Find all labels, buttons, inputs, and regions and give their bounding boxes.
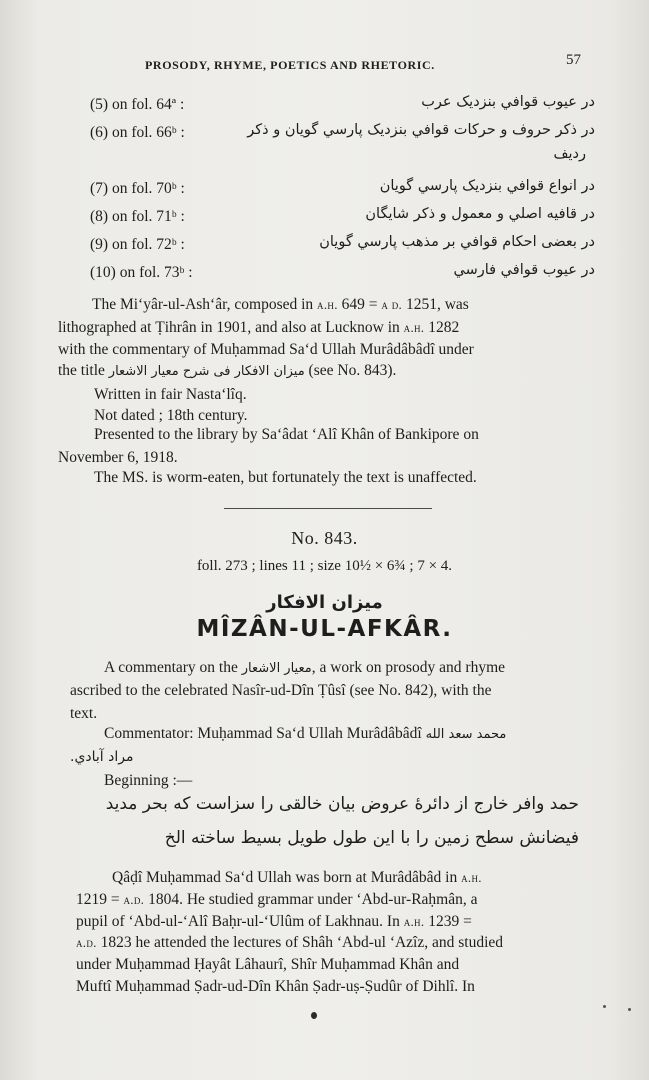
era-abbrev: a.h. xyxy=(403,320,425,335)
beginning-persian-line: حمد وافر خارج از دائرهٔ عروض بیان خالقی را سزاست که بحر مدید xyxy=(105,794,579,814)
para2-line: ascribed to the celebrated Nasîr-ud-Dîn Ṭûsî (see No. 842), with the xyxy=(70,682,492,699)
entry-persian: در عیوب قوافي فارسي xyxy=(453,262,595,278)
entry-persian-continuation: ردیف xyxy=(553,146,586,162)
contents-entry xyxy=(90,234,595,258)
entry-label: (10) on fol. 73ᵇ : xyxy=(90,264,193,281)
para1-line: Not dated ; 18th century. xyxy=(94,407,248,424)
era-abbrev: a.h. xyxy=(461,870,482,885)
text-span: 1239 = xyxy=(424,913,472,930)
text-span: The Mi‘yâr-ul-Ash‘âr, composed in xyxy=(92,296,318,313)
contents-entry xyxy=(90,262,595,286)
title-latin: MÎZÂN-UL-AFKÂR. xyxy=(196,616,453,642)
contents-entry xyxy=(90,178,595,202)
entry-label: (9) on fol. 72ᵇ : xyxy=(90,236,185,253)
entry-label: (8) on fol. 71ᵇ : xyxy=(90,208,185,225)
para1-line xyxy=(58,317,459,338)
era-abbrev: a.d. xyxy=(76,935,97,950)
para3-line xyxy=(76,911,472,932)
text-span: lithographed at Ṭihrân in 1901, and also at Lucknow in xyxy=(58,319,404,336)
text-span: 649 = xyxy=(337,296,382,313)
para1-line: with the commentary of Muḥammad Sa‘d Ullah Murâdâbâdî under xyxy=(58,341,474,358)
para1-line: Presented to the library by Sa‘âdat ‘Alî Khân of Bankipore on xyxy=(94,426,479,443)
folio-description: foll. 273 ; lines 11 ; size 10½ × 6¾ ; 7 × 4. xyxy=(196,558,453,574)
contents-entry xyxy=(90,94,595,118)
entry-persian: در عیوب قوافي بنزدیک عرب xyxy=(421,94,595,110)
text-span: 1823 he attended the lectures of Shâh ‘Abd-ul ‘Azîz, and studied xyxy=(96,934,504,951)
entry-number-heading: No. 843. xyxy=(291,528,358,548)
contents-entry xyxy=(90,206,595,230)
entry-persian: در بعضی احکام قوافي بر مذهب پارسي گویان xyxy=(319,234,595,250)
para2-persian-line: مراد آبادي. xyxy=(70,749,134,765)
era-abbrev: a.d. xyxy=(123,892,145,907)
text-span: 1282 xyxy=(424,319,460,336)
para3-line: under Muḥammad Ḥayât Lâhaurî, Shîr Muḥammad Khân and xyxy=(76,956,460,973)
text-span: the title xyxy=(58,362,109,379)
entry-label: (7) on fol. 70ᵇ : xyxy=(90,180,185,197)
entry-persian: در ذکر حروف و حرکات قوافي بنزدیک پارسي گویان و ذکر xyxy=(247,122,595,138)
text-span: (see No. 843). xyxy=(304,362,397,379)
para2-line: text. xyxy=(70,705,98,722)
para3-line xyxy=(76,889,477,910)
para2-line xyxy=(104,657,505,679)
para2-line: Beginning :— xyxy=(104,772,193,789)
era-abbrev: a.h. xyxy=(403,914,425,929)
text-span: Commentator: Muḥammad Sa‘d Ullah Murâdâbâdî xyxy=(104,725,426,742)
beginning-persian-line: فیضانش سطح زمین را با این طول طویل بسیط ساخته الخ xyxy=(164,828,579,848)
entry-persian: در قافیه اصلي و معمول و ذکر شایگان xyxy=(365,206,595,222)
para1-line: Written in fair Nasta‘lîq. xyxy=(94,386,247,403)
persian-inline-name: محمد سعد الله xyxy=(425,727,507,742)
section-divider xyxy=(224,508,432,509)
text-span: , a work on prosody and rhyme xyxy=(311,659,505,676)
para1-line: November 6, 1918. xyxy=(58,449,178,466)
text-span: 1804. He studied grammar under ‘Abd-ur-Raḥmân, a xyxy=(144,891,478,908)
paper-speck xyxy=(603,1005,606,1008)
persian-inline-title: میزان الافکار فی شرح معیار الاشعار xyxy=(108,364,305,379)
para1-line xyxy=(92,294,469,315)
para2-line xyxy=(104,723,506,745)
para3-line xyxy=(76,932,503,953)
para3-line xyxy=(112,867,482,888)
title-persian: میزان الافکار xyxy=(266,592,383,613)
para3-line: Muftî Muḥammad Ṣadr-ud-Dîn Khân Ṣadr-uṣ-Ṣudûr of Dihlî. In xyxy=(76,978,475,995)
entry-label: (5) on fol. 64ª : xyxy=(90,96,185,113)
header-title: PROSODY, RHYME, POETICS AND RHETORIC. xyxy=(145,58,435,72)
era-abbrev: a.h. xyxy=(317,297,338,312)
para1-line: The MS. is worm-eaten, but fortunately the text is unaffected. xyxy=(94,469,477,486)
contents-entry xyxy=(90,122,595,146)
entry-label: (6) on fol. 66ᵇ : xyxy=(90,124,185,141)
entry-persian: در انواع قوافي بنزدیک پارسي گویان xyxy=(379,178,595,194)
text-span: pupil of ‘Abd-ul-‘Alî Baḥr-ul-‘Ulûm of Lakhnau. In xyxy=(76,913,404,930)
era-abbrev: a d. xyxy=(381,297,403,312)
ink-stain xyxy=(311,1012,317,1019)
para1-line xyxy=(58,360,396,382)
text-span: 1251, was xyxy=(402,296,469,313)
paper-speck xyxy=(628,1008,631,1011)
running-header xyxy=(0,52,649,72)
text-span: 1219 = xyxy=(76,891,124,908)
text-span: Qâḍî Muḥammad Sa‘d Ullah was born at Murâdâbâd in xyxy=(112,869,462,886)
text-span: A commentary on the xyxy=(104,659,242,676)
persian-inline-title: معیار الاشعار xyxy=(241,661,312,676)
page-number: 57 xyxy=(566,52,581,68)
